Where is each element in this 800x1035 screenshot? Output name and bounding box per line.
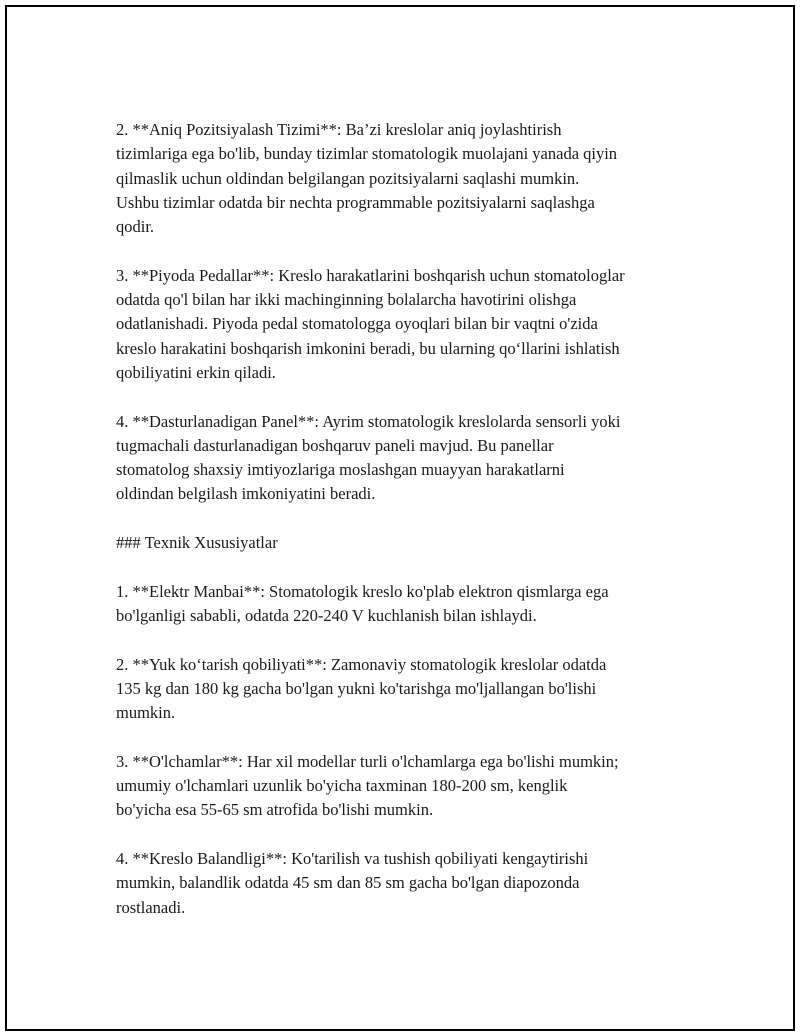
document-body [116,118,696,944]
text-line: 135 kg dan 180 kg gacha bo'lgan yukni ko'tarishga mo'ljallangan bo'lishi [116,678,597,698]
text-line: 2. **Yuk ko‘tarish qobiliyati**: Zamonaviy stomatologik kreslolar odatda [116,654,607,674]
paragraph-foot-pedals [116,264,696,385]
text-line: 3. **Piyoda Pedallar**: Kreslo harakatlarini boshqarish uchun stomatologlar [116,265,625,285]
text-line: mumkin. [116,703,176,723]
text-line: 1. **Elektr Manbai**: Stomatologik kreslo ko'plab elektron qismlarga ega [116,581,609,601]
section-heading-technical-specs [116,531,696,555]
text-line: odatlanishadi. Piyoda pedal stomatologga oyoqlari bilan bir vaqtni o'zida [116,314,598,334]
text-line: qilmaslik uchun oldindan belgilangan pozitsiyalarni saqlashi mumkin. [116,168,580,188]
paragraph-precise-positioning-system [116,118,696,239]
text-line: rostlanadi. [116,897,186,917]
text-line: qobiliyatini erkin qiladi. [116,362,276,382]
text-line: bo'lganligi sababli, odatda 220-240 V kuchlanish bilan ishlaydi. [116,605,537,625]
text-line: 3. **O'lchamlar**: Har xil modellar turli o'lchamlarga ega bo'lishi mumkin; [116,751,619,771]
text-line: Ushbu tizimlar odatda bir nechta programmable pozitsiyalarni saqlashga [116,192,595,212]
text-line: umumiy o'lchamlari uzunlik bo'yicha taxminan 180-200 sm, kenglik [116,776,568,796]
paragraph-dimensions [116,750,696,823]
text-line: odatda qo'l bilan har ikki machinginning bolalarcha havotirini olishga [116,290,577,310]
heading-line: ### Texnik Xususiyatlar [116,533,278,553]
text-line: bo'yicha esa 55-65 sm atrofida bo'lishi mumkin. [116,800,434,820]
text-line: 2. **Aniq Pozitsiyalash Tizimi**: Ba’zi kreslolar aniq joylashtirish [116,120,562,139]
text-line: kreslo harakatini boshqarish imkonini beradi, bu ularning qo‘llarini ishlatish [116,338,620,358]
text-line: mumkin, balandlik odatda 45 sm dan 85 sm gacha bo'lgan diapozonda [116,873,580,893]
paragraph-programmable-panel [116,410,696,507]
paragraph-power-supply [116,580,696,629]
text-line: tizimlariga ega bo'lib, bunday tizimlar stomatologik muolajani yanada qiyin [116,144,618,164]
text-line: stomatolog shaxsiy imtiyozlariga moslashgan muayyan harakatlarni [116,460,565,480]
text-line: tugmachali dasturlanadigan boshqaruv paneli mavjud. Bu panellar [116,435,554,455]
text-line: qodir. [116,217,155,237]
paragraph-load-capacity [116,653,696,726]
text-line: 4. **Kreslo Balandligi**: Ko'tarilish va tushish qobiliyati kengaytirishi [116,848,589,868]
paragraph-chair-height [116,847,696,920]
text-line: oldindan belgilash imkoniyatini beradi. [116,484,376,504]
text-line: 4. **Dasturlanadigan Panel**: Ayrim stomatologik kreslolarda sensorli yoki [116,411,621,431]
